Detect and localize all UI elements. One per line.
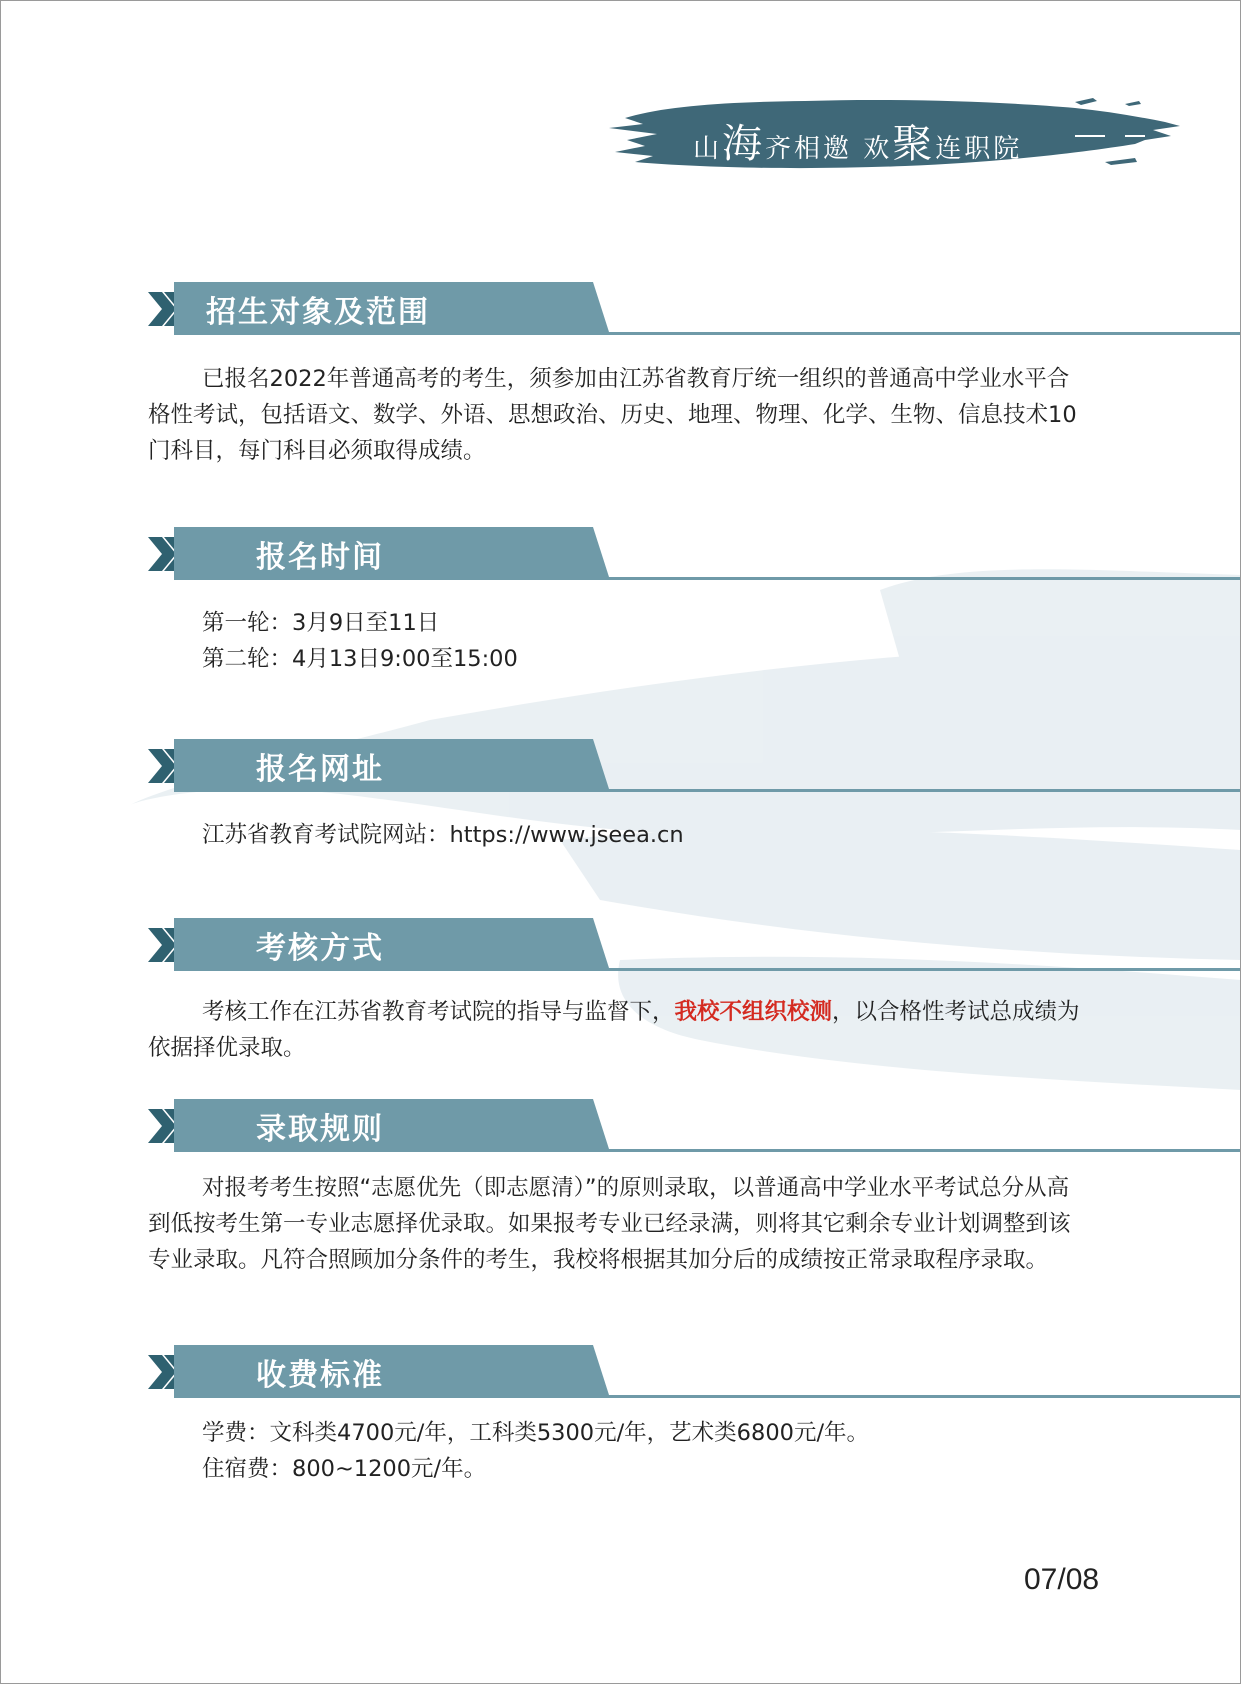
assessment-text: 考核工作在江苏省教育考试院的指导与监督下， bbox=[202, 999, 675, 1025]
scope-paragraph bbox=[148, 361, 1088, 469]
section-title: 录取规则 bbox=[256, 1112, 384, 1147]
assessment-highlight: 我校不组织校测 bbox=[674, 999, 833, 1025]
section-title: 招生对象及范围 bbox=[206, 295, 430, 330]
header-banner bbox=[605, 92, 1185, 176]
section-title: 报名时间 bbox=[256, 540, 384, 575]
section-tab bbox=[174, 1345, 609, 1395]
section-divider bbox=[174, 1149, 1241, 1152]
section-divider bbox=[174, 332, 1241, 335]
slogan-phrase: 连职院 bbox=[935, 134, 1023, 164]
section-header-time bbox=[146, 527, 1241, 583]
section-tab bbox=[174, 739, 609, 789]
section-divider bbox=[174, 1395, 1241, 1398]
assessment-paragraph bbox=[148, 994, 1088, 1066]
slogan-text bbox=[693, 112, 1022, 169]
section-divider bbox=[174, 577, 1241, 580]
slogan-char-large: 聚 bbox=[892, 121, 936, 167]
section-title: 报名网址 bbox=[256, 752, 384, 787]
tuition-text: 学费：文科类4700元/年，工科类5300元/年，艺术类6800元/年。 bbox=[202, 1420, 870, 1446]
rules-paragraph bbox=[148, 1170, 1088, 1278]
rules-text: 对报考考生按照“志愿优先（即志愿清）”的原则录取，以普通高中学业水平考试总分从高到低按考生第一专业志愿择优录取。如果报考专业已经录满，则将其它剩余专业计划调整到该专业录取。凡符合照顾加分条件的考生，我校将根据其加分后的成绩按正常录取程序录取。 bbox=[148, 1175, 1071, 1273]
page-number: 07/08 bbox=[1024, 1563, 1100, 1596]
slogan-phrase: 齐相邀 欢 bbox=[765, 134, 893, 164]
section-header-assessment bbox=[146, 918, 1241, 974]
section-header-fees bbox=[146, 1345, 1241, 1401]
section-tab bbox=[174, 527, 609, 577]
lodging-text: 住宿费：800~1200元/年。 bbox=[202, 1456, 487, 1482]
round-1-text: 第一轮：3月9日至11日 bbox=[202, 610, 440, 636]
section-title: 收费标准 bbox=[256, 1358, 384, 1393]
section-title: 考核方式 bbox=[256, 931, 384, 966]
section-divider bbox=[174, 968, 1241, 971]
slogan-char-large: 海 bbox=[722, 121, 766, 167]
scope-text: 已报名2022年普通高考的考生，须参加由江苏省教育厅统一组织的普通高中学业水平合格性考试，包括语文、数学、外语、思想政治、历史、地理、物理、化学、生物、信息技术10门科目，每门科目必须取得成绩。 bbox=[148, 366, 1077, 464]
section-divider bbox=[174, 789, 1241, 792]
section-header-scope bbox=[146, 282, 1241, 338]
section-header-website bbox=[146, 739, 1241, 795]
round-2-text: 第二轮：4月13日9:00至15:00 bbox=[202, 646, 518, 672]
section-tab bbox=[174, 1099, 609, 1149]
slogan-char: 山 bbox=[693, 134, 723, 164]
assessment-text-end: ，以合格性考试总成绩为依据择优录取。 bbox=[148, 999, 1080, 1061]
section-tab bbox=[174, 918, 609, 968]
section-header-rules bbox=[146, 1099, 1241, 1155]
website-text: 江苏省教育考试院网站：https://www.jseea.cn bbox=[202, 822, 684, 848]
